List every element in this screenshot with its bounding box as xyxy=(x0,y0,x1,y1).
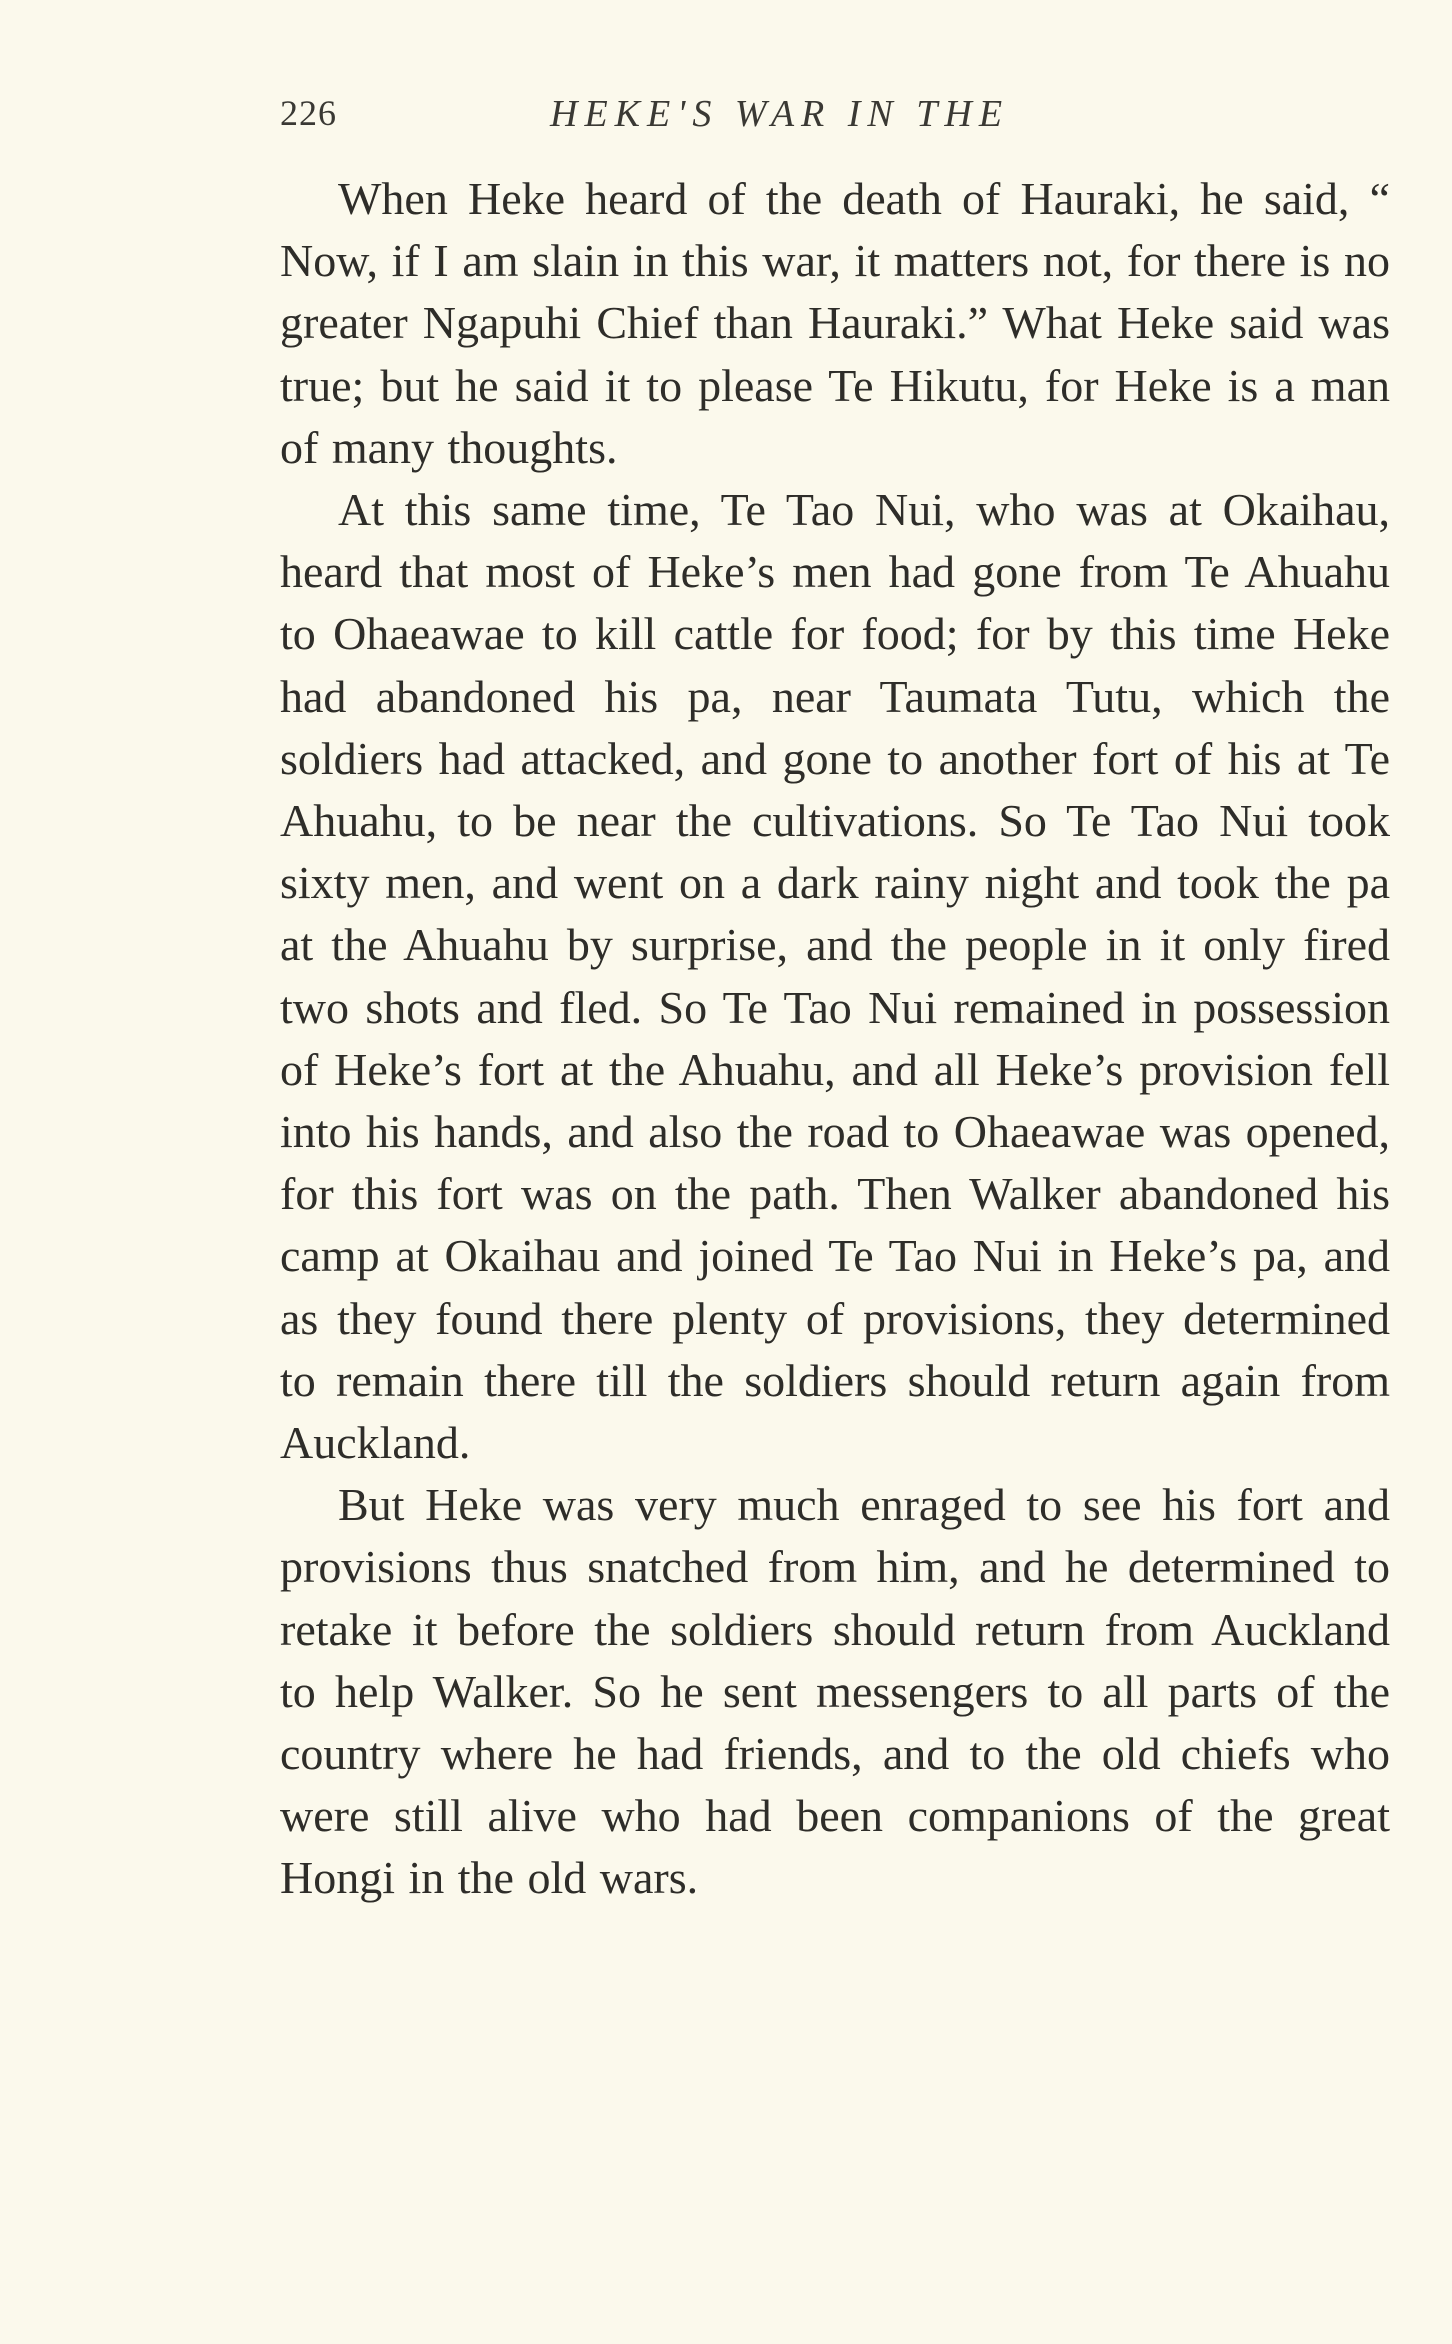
running-title: HEKE'S WAR IN THE xyxy=(550,93,1010,135)
body-text xyxy=(280,168,1390,1910)
paragraph-hauraki-death: When Heke heard of the death of Hauraki, he said, “ Now, if I am slain in this war, it matters not, for there is no greater Ngapuhi Chief than Hauraki.” What Heke said was true; but he said it to please Te Hikutu, for Heke is a man of many thoughts. xyxy=(280,173,1390,473)
paragraph-heke-enraged: But Heke was very much enraged to see his fort and provisions thus snatched from him, and he determined to retake it before the soldiers should return from Auckland to help Walker. So he sent messengers to all parts of the country where he had friends, and to the old chiefs who were still alive who had been companions of the great Hongi in the old wars. xyxy=(280,1479,1390,1904)
paragraph-te-tao-nui-capture: At this same time, Te Tao Nui, who was at Okaihau, heard that most of Heke’s men had gone from Te Ahuahu to Ohaeawae to kill cattle for food; for by this time Heke had abandoned his pa, near Taumata Tutu, which the soldiers had attacked, and gone to another fort of his at Te Ahuahu, to be near the cultivations. So Te Tao Nui took sixty men, and went on a dark rainy night and took the pa at the Ahuahu by surprise, and the people in it only fired two shots and fled. So Te Tao Nui remained in possession of Heke’s fort at the Ahuahu, and all Heke’s provision fell into his hands, and also the road to Ohaeawae was opened, for this fort was on the path. Then Walker abandoned his camp at Okaihau and joined Te Tao Nui in Heke’s pa, and as they found there plenty of provisions, they determined to remain there till the soldiers should return again from Auckland. xyxy=(280,484,1390,1469)
page-number: 226 xyxy=(280,93,337,133)
running-head xyxy=(280,92,1390,152)
